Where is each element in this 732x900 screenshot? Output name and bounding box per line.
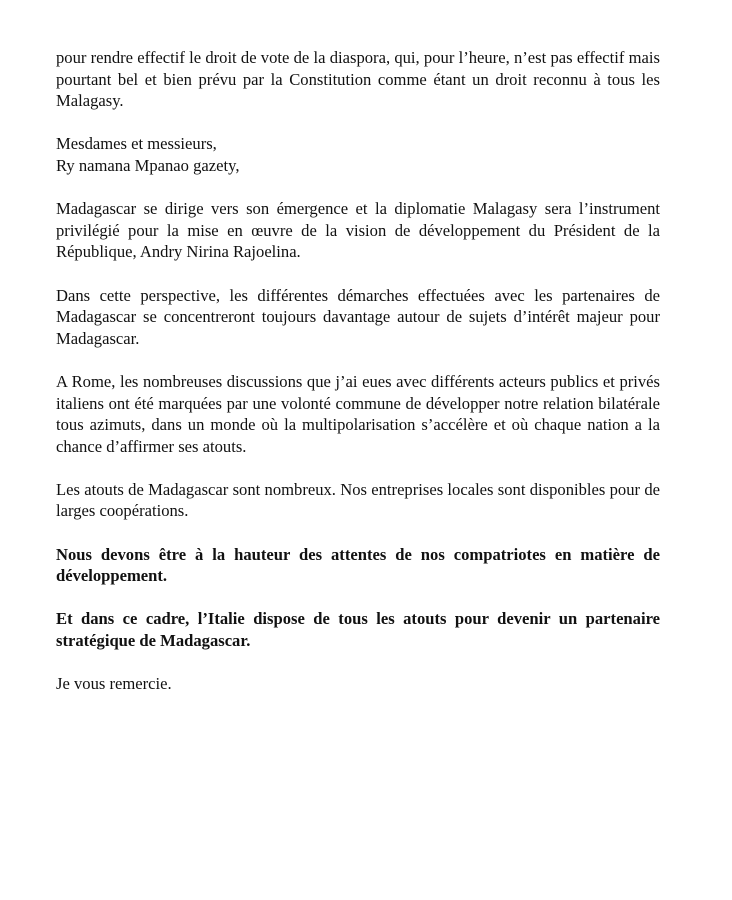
salutation-line-2: Ry namana Mpanao gazety, [56, 155, 240, 175]
document-page [56, 47, 660, 716]
paragraph-atouts: Les atouts de Madagascar sont nombreux. Nos entreprises locales sont disponibles pour de larges coopérations. [56, 479, 660, 521]
closing-thanks: Je vous remercie. [56, 674, 172, 694]
paragraph-perspective: Dans cette perspective, les différentes démarches effectuées avec les partenaires de Madagascar se concentreront toujours davantage autour de sujets d’intérêt majeur pour Madagascar. [56, 285, 660, 348]
paragraph-bold-italie: Et dans ce cadre, l’Italie dispose de tous les atouts pour devenir un partenaire stratégique de Madagascar. [56, 609, 660, 651]
salutation [56, 133, 660, 176]
paragraph-diaspora-vote: pour rendre effectif le droit de vote de la diaspora, qui, pour l’heure, n’est pas effectif mais pourtant bel et bien prévu par la Constitution comme étant un droit reconnu à tous les Malagasy. [56, 48, 660, 111]
paragraph-emergence: Madagascar se dirige vers son émergence et la diplomatie Malagasy sera l’instrument privilégié pour la mise en œuvre de la vision de développement du Président de la République, Andry Nirina Rajoelina. [56, 199, 660, 262]
salutation-line-1: Mesdames et messieurs, [56, 134, 217, 154]
paragraph-rome-discussions: A Rome, les nombreuses discussions que j’ai eues avec différents acteurs publics et privés italiens ont été marquées par une volonté commune de développer notre relation bilatérale tous azimuts, dans un monde où la multipolarisation s’accélère et où chaque nation a la chance d’affirmer ses atouts. [56, 371, 660, 456]
paragraph-bold-attentes: Nous devons être à la hauteur des attentes de nos compatriotes en matière de développement. [56, 544, 660, 586]
